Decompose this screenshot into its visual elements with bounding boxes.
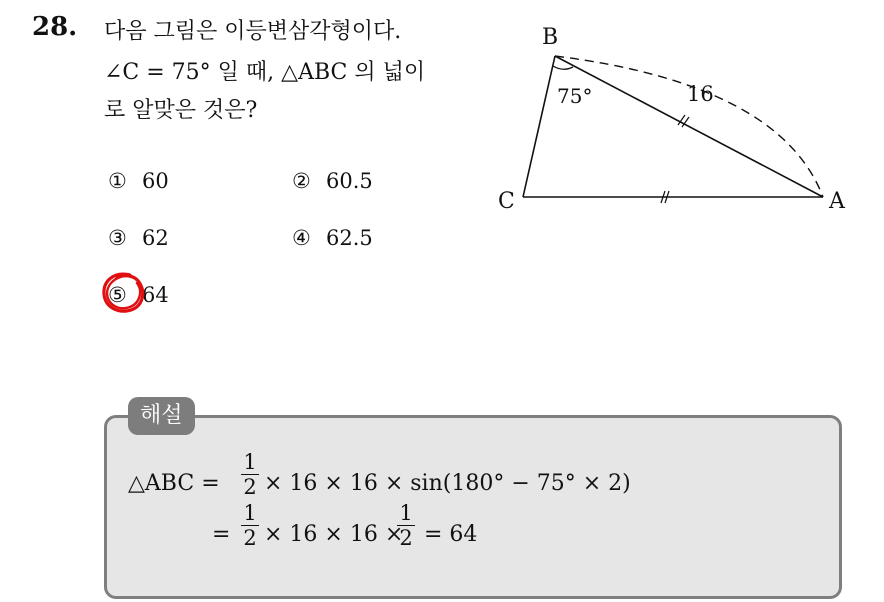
solution-line1-fraction xyxy=(240,450,260,499)
solution-line2-end: = 64 xyxy=(424,522,478,547)
question-line-3: 로 알맞은 것은? xyxy=(104,98,258,123)
choice-4-value: 62.5 xyxy=(326,226,373,250)
choice-2-value: 60.5 xyxy=(326,169,373,193)
fraction-denominator: 2 xyxy=(399,526,413,550)
choice-4[interactable] xyxy=(292,226,373,250)
solution-line1-lhs: △ABC = xyxy=(128,471,220,496)
vertex-c-label: C xyxy=(498,189,515,214)
triangle-sides xyxy=(523,56,823,197)
solution-line2-equals: = xyxy=(212,522,231,547)
vertex-a-label: A xyxy=(829,189,845,214)
question-number: 28. xyxy=(32,12,78,42)
choice-3[interactable] xyxy=(108,226,169,250)
question-line-2: ∠C = 75° 일 때, △ABC 의 넓이 xyxy=(104,60,426,85)
question-line-1: 다음 그림은 이등변삼각형이다. xyxy=(104,19,402,44)
fraction-denominator: 2 xyxy=(243,475,257,499)
choice-1[interactable] xyxy=(108,169,169,193)
solution-box xyxy=(104,415,842,599)
fraction-denominator: 2 xyxy=(243,526,257,550)
choice-5-mark: ⑤ xyxy=(108,283,127,307)
angle-arc xyxy=(553,66,573,69)
solution-line1-rest: × 16 × 16 × sin(180° − 75° × 2) xyxy=(264,471,631,496)
choice-1-value: 60 xyxy=(142,169,169,193)
choice-1-mark: ① xyxy=(108,169,127,193)
choice-4-mark: ④ xyxy=(292,226,311,250)
choice-3-mark: ③ xyxy=(108,226,127,250)
solution-tag: 해설 xyxy=(128,397,195,435)
fraction-numerator: 1 xyxy=(243,501,257,525)
solution-line2-fraction-2 xyxy=(396,501,416,550)
choice-2[interactable] xyxy=(292,169,373,193)
fraction-numerator: 1 xyxy=(399,501,413,525)
answer-circle-icon xyxy=(100,270,148,316)
choice-2-mark: ② xyxy=(292,169,311,193)
solution-line2-mid: × 16 × 16 × xyxy=(264,522,404,547)
choice-5-value: 64 xyxy=(142,283,169,307)
fraction-numerator: 1 xyxy=(243,450,257,474)
angle-label: 75° xyxy=(557,84,593,108)
choice-3-value: 62 xyxy=(142,226,169,250)
solution-line2-fraction-1 xyxy=(240,501,260,550)
vertex-b-label: B xyxy=(542,25,559,50)
triangle-figure xyxy=(480,14,850,224)
side-length-label: 16 xyxy=(687,82,714,106)
